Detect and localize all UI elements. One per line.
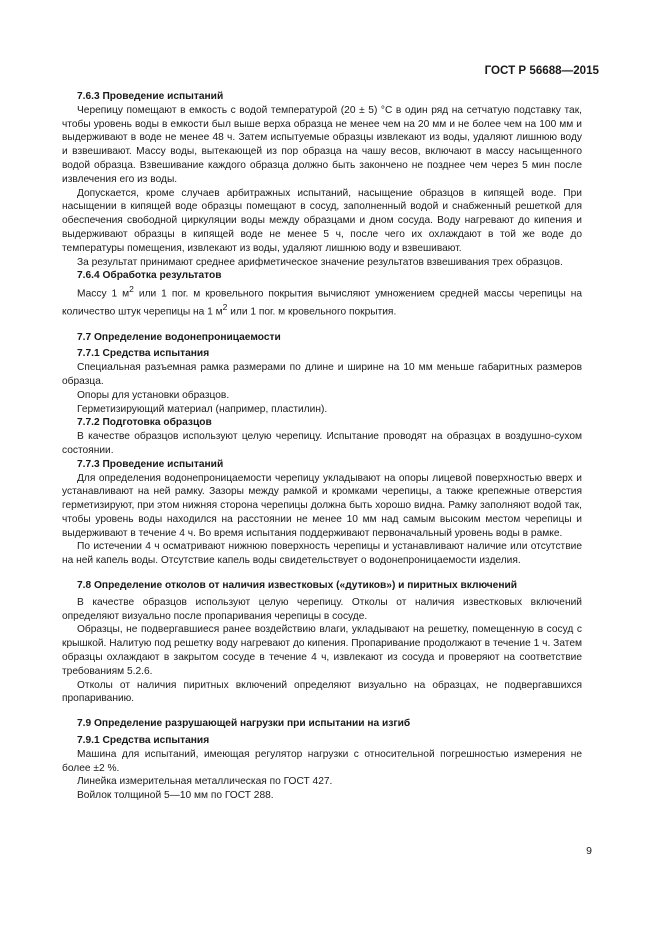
paragraph: Специальная разъемная рамка размерами по длине и ширине на 10 мм меньше габаритных размеров образца. xyxy=(62,362,582,387)
paragraph: По истечении 4 ч осматривают нижнюю поверхность черепицы и устанавливают наличие или отсутствие на ней капель воды. Отсутствие капель воды свидетельствует о водонепроницаемости изделия. xyxy=(62,541,582,567)
paragraph: Войлок толщиной 5—10 мм по ГОСТ 288. xyxy=(77,790,274,802)
section-7-8-title: 7.8 Определение отколов от наличия известковых («дутиков») и пиритных включений xyxy=(77,580,518,592)
paragraph: В качестве образцов используют целую черепицу. Испытание проводят на образцах в воздушно-сухом состоянии. xyxy=(62,431,582,456)
paragraph-mass-formula: Массу 1 $м^2$ или 1 пог. м кровельного покрытия вычисляют умножением средней массы черепицы на количество штук черепицы на 1 $м^2$ или 1 пог. м кровельного покрытия. xyxy=(62,284,582,318)
paragraph: Машина для испытаний, имеющая регулятор нагрузки с относительной погрешностью измерения не более ±2 %. xyxy=(62,748,582,774)
superscript: 2 xyxy=(129,284,134,295)
paragraph: Образцы, не подвергавшиеся ранее воздействию влаги, укладывают на решетку, помещенную в сосуд с крышкой. Налитую под решетку воду нагревают до кипения. Пропаривание продолжают в течение 1 ч. Затем образцы охлаждают в закрытом сосуде в течение 4 ч, извлекают из сосуда и проверяют на соответствие требованиям 5.2.6. xyxy=(62,624,582,677)
paragraph: За результат принимают среднее арифметическое значение результатов взвешивания трех образцов. xyxy=(77,256,563,268)
document-body xyxy=(62,90,582,803)
section-7-6-4-title: 7.6.4 Обработка результатов xyxy=(77,270,222,282)
superscript: 2 xyxy=(222,302,228,313)
section-7-9-1-title: 7.9.1 Средства испытания xyxy=(77,735,210,747)
page-number: 9 xyxy=(586,845,592,857)
section-7-6-3-title: 7.6.3 Проведение испытаний xyxy=(77,91,224,102)
paragraph: Опоры для установки образцов. xyxy=(77,389,230,401)
paragraph: Линейка измерительная металлическая по ГОСТ 427. xyxy=(77,776,333,788)
standard-number: ГОСТ Р 56688—2015 xyxy=(484,64,599,77)
section-7-7-title: 7.7 Определение водонепроницаемости xyxy=(77,331,281,343)
section-7-9-title: 7.9 Определение разрушающей нагрузки при испытании на изгиб xyxy=(77,718,411,730)
section-7-7-2-title: 7.7.2 Подготовка образцов xyxy=(77,417,212,429)
paragraph: Черепицу помещают в емкость с водой температурой (20 ± 5) °С в один ряд на сетчатую подставку так, чтобы уровень воды в емкости был выше верха образца не менее чем на 20 мм и не более чем на 100 мм и выдерживают в воде не менее 48 ч. Затем испытуемые образцы извлекают из воды, удаляют лишнюю воду и взвешивают. Массу воды, вытекающей из пор образца на чашу весов, включают в массу насыщенного водой образца. Взвешивание каждого образца должно быть закончено не позднее чем через 5 мин после извлечения его из воды. xyxy=(62,104,582,185)
paragraph: Для определения водонепроницаемости черепицу укладывают на опоры лицевой поверхностью вверх и устанавливают на ней рамку. Зазоры между рамкой и кромками черепицы, а также крепежные отверстия герметизируют, при этом нижняя сторона черепицы должна быть хорошо видна. Рамку заполняют водой так, чтобы уровень воды находился на расстоянии не менее 10 мм над самым высоким местом черепицы и выдерживают в течение 4 ч. Во время испытания поддерживают первоначальный уровень воды в рамке. xyxy=(62,472,582,539)
paragraph: Герметизирующий материал (например, пластилин). xyxy=(77,403,328,415)
paragraph: Допускается, кроме случаев арбитражных испытаний, насыщение образцов в кипящей воде. При насыщении в кипящей воде образцы помещают в сосуд, заполненный водой и снабженный решеткой для обеспечения свободной циркуляции воды между образцами и дном сосуда. Воду нагревают до кипения и выдерживают образцы в кипящей воде не менее 5 ч, после чего их охлаждают в той же воде до температуры помещения, извлекают из воды, удаляют лишнюю воду и взвешивают. xyxy=(62,187,582,254)
section-7-7-3-title: 7.7.3 Проведение испытаний xyxy=(77,458,224,470)
paragraph: Отколы от наличия пиритных включений определяют визуально на образцах, не подвергавшихся пропариванию. xyxy=(62,679,582,705)
paragraph: В качестве образцов используют целую черепицу. Отколы от наличия известковых включений определяют визуально после пропаривания черепицы в сосуде. xyxy=(62,596,582,622)
section-7-7-1-title: 7.7.1 Средства испытания xyxy=(77,348,210,360)
